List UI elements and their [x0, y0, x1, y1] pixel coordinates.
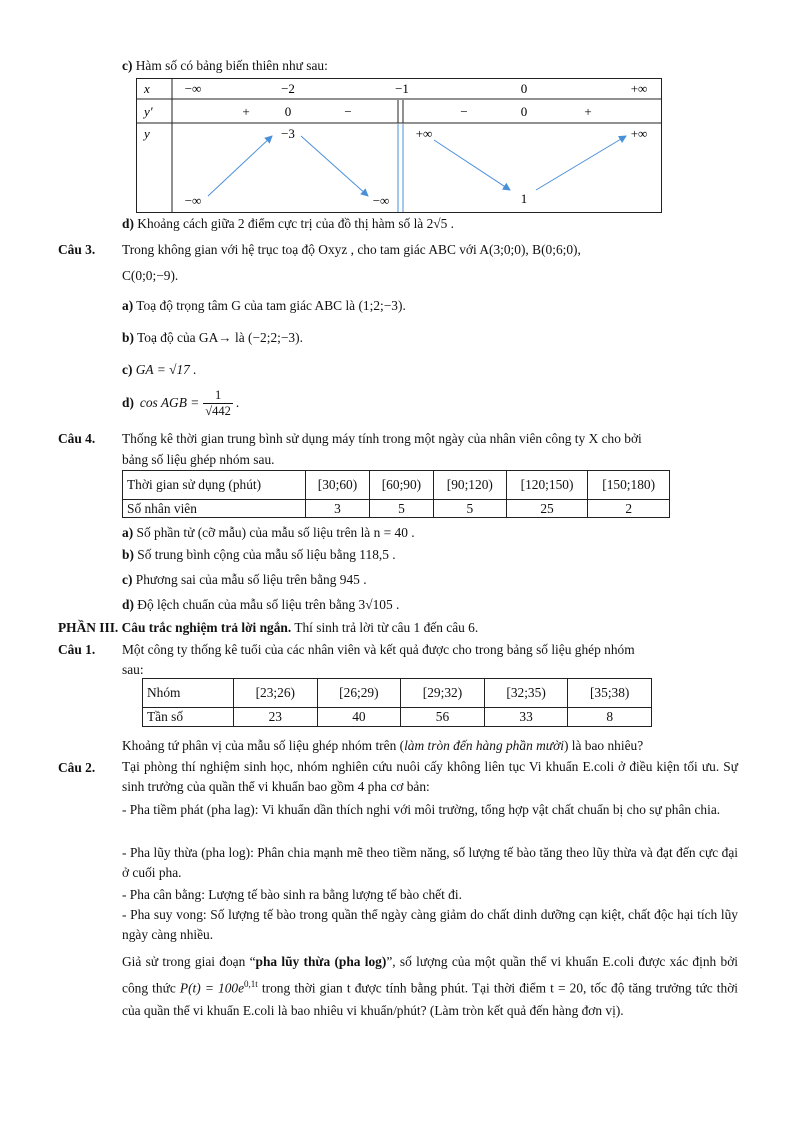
table-header-cell: [26;29) [317, 679, 401, 708]
cau2-paragraph-3: - Pha lũy thừa (pha log): Phân chia mạnh mẽ theo tiềm năng, số lượng tế bào tăng theo lũy thừa và đạt đến cực đại ở cuối pha. [122, 845, 738, 880]
p6-exponent: 0,1t [244, 979, 258, 989]
table-header-cell: [60;90) [369, 471, 433, 500]
arrow-increasing [536, 136, 626, 190]
table-header-cell: Nhóm [143, 679, 234, 708]
y-value: 1 [520, 191, 528, 206]
q2d-text: Khoảng cách giữa 2 điểm cực trị của đồ thị hàm số là 2√5 . [137, 216, 455, 231]
row-label-yprime: y′ [144, 104, 153, 119]
cau3-line2: C(0;0;−9). [122, 268, 179, 283]
sign-value: + [584, 104, 592, 119]
cau4-a-text: Số phần tử (cỡ mẫu) của mẫu số liệu trên là n = 40 . [136, 525, 415, 540]
part3-header [58, 620, 478, 636]
y-value: +∞ [415, 126, 433, 141]
x-value: −∞ [184, 81, 202, 96]
cau3-b-prefix: b) [122, 330, 134, 345]
arrow-decreasing [434, 140, 510, 190]
cau4-a [122, 525, 415, 541]
sign-value: + [242, 104, 250, 119]
sign-value: − [460, 104, 468, 119]
q2d-line [122, 216, 454, 232]
y-value: −∞ [372, 193, 390, 208]
q2c-line [122, 58, 328, 74]
cau1-label: Câu 1. [58, 642, 96, 657]
cau3-d-tail: . [235, 395, 240, 410]
sign-value: − [344, 104, 352, 119]
cau3-c-prefix: c) [122, 362, 133, 377]
table-cell: Tần số [143, 708, 234, 727]
row-label-x: x [144, 81, 150, 96]
table-cell: 23 [234, 708, 318, 727]
q2c-text: Hàm số có bảng biến thiên như sau: [135, 58, 328, 73]
fraction-denominator: √442 [205, 403, 231, 418]
cau3-a-prefix: a) [122, 298, 134, 313]
table-row [123, 471, 670, 500]
x-value: −1 [395, 81, 409, 96]
cau2-paragraph-6 [122, 950, 738, 1022]
cau2-paragraph-2: - Pha tiềm phát (pha lag): Vi khuẩn dần thích nghi với môi trường, tổng hợp vật chất chuẩn bị cho sự phân chia. [122, 802, 721, 817]
x-value: +∞ [630, 81, 648, 96]
cau4-a-prefix: a) [122, 525, 134, 540]
arrow-decreasing [301, 136, 368, 196]
cau4-c-prefix: c) [122, 572, 133, 587]
p6-pre: Giả sử trong giai đoạn “ [122, 954, 256, 969]
y-value: −∞ [184, 193, 202, 208]
table-cell: Số nhân viên [123, 500, 306, 518]
sign-value: 0 [284, 104, 292, 119]
p6-post: trong thời gian t được tính bằng phút. Tại thời điểm t = 20, tốc độ tăng trưởng tức thời của quần thể vi khuẩn E.coli là bao nhiêu vi khuẩn/phút? (Làm tròn kết quả đến hàng đơn vị). [122, 980, 738, 1019]
table-header-cell: [90;120) [433, 471, 506, 500]
cau4-d-prefix: d) [122, 597, 134, 612]
table-cell: 25 [506, 500, 588, 518]
table-header-cell: [35;38) [568, 679, 652, 708]
cau4-b [122, 547, 396, 563]
table-row [143, 679, 652, 708]
table-header-cell: [29;32) [401, 679, 485, 708]
cau4-label: Câu 4. [58, 431, 96, 446]
table-header-cell: [150;180) [588, 471, 670, 500]
cau3-d-fraction [203, 388, 233, 419]
cau1-question-pre: Khoảng tứ phân vị của mẫu số liệu ghép nhóm trên ( [122, 738, 405, 753]
usage-table [122, 470, 670, 518]
cau4-line1: Thống kê thời gian trung bình sử dụng máy tính trong một ngày của nhân viên công ty X cho bởi [122, 431, 642, 446]
table-header-cell: Thời gian sử dụng (phút) [123, 471, 306, 500]
sign-value: 0 [520, 104, 528, 119]
cau3-d [122, 384, 239, 422]
x-value: 0 [520, 81, 528, 96]
cau3-label: Câu 3. [58, 242, 96, 257]
cau3-line1: Trong không gian với hệ trục toạ độ Oxyz , cho tam giác ABC với A(3;0;0), B(0;6;0), [122, 242, 581, 257]
table-cell: 40 [317, 708, 401, 727]
q2d-prefix: d) [122, 216, 134, 231]
y-value: −3 [281, 126, 295, 141]
row-label-y: y [144, 126, 150, 141]
p6-mid: ”, số lượng của một quần thể vi khuẩn E.coli được xác định bởi công thức [122, 954, 739, 996]
cau4-line2: bảng số liệu ghép nhóm sau. [122, 452, 275, 467]
cau4-b-text: Số trung bình cộng của mẫu số liệu bằng 118,5 . [137, 547, 396, 562]
table-header-cell: [120;150) [506, 471, 588, 500]
cau4-b-prefix: b) [122, 547, 134, 562]
cau4-d [122, 597, 399, 613]
p6-formula: P(t) = 100e [179, 980, 245, 996]
table-cell: 2 [588, 500, 670, 518]
arrow-increasing [208, 136, 272, 196]
cau3-d-prefix: d) [122, 395, 134, 410]
table-header-cell: [23;26) [234, 679, 318, 708]
part3-heading: PHẦN III. Câu trắc nghiệm trả lời ngắn. [58, 620, 292, 635]
x-value: −2 [281, 81, 295, 96]
age-table [142, 678, 652, 727]
cau1-line2: sau: [122, 662, 144, 677]
cau3-c [122, 362, 197, 378]
cau2-label: Câu 2. [58, 760, 96, 775]
table-header-cell: [30;60) [306, 471, 370, 500]
table-cell: 33 [484, 708, 568, 727]
cau3-c-text: GA = √17 . [135, 362, 197, 377]
cau2-paragraph-1: Tại phòng thí nghiệm sinh học, nhóm nghiên cứu nuôi cấy không liên tục Vi khuẩn E.coli ở điều kiện tối ưu. Sự sinh trưởng của quần thể vi khuẩn bao gồm 4 pha cơ bản: [122, 759, 738, 794]
table-cell: 5 [433, 500, 506, 518]
cau2-paragraph-5: - Pha suy vong: Số lượng tế bào trong quần thể ngày càng giảm do chất dinh dưỡng cạn kiệt, chất độc hại tích lũy ngày càng nhiều. [122, 907, 738, 942]
cau4-c-text: Phương sai của mẫu số liệu trên bằng 945 . [135, 572, 367, 587]
cau1-question [122, 738, 643, 754]
cau4-d-text: Độ lệch chuẩn của mẫu số liệu trên bằng 3√105 . [137, 597, 400, 612]
cau3-b [122, 330, 303, 346]
table-header-cell: [32;35) [484, 679, 568, 708]
q2c-prefix: c) [122, 58, 133, 73]
fraction-numerator: 1 [214, 387, 222, 402]
cau3-d-lhs: cos AGB = [139, 395, 200, 410]
cau4-c [122, 572, 367, 588]
variation-table [136, 78, 662, 213]
table-row [143, 708, 652, 727]
table-row [123, 500, 670, 518]
table-cell: 8 [568, 708, 652, 727]
cau1-question-post: ) là bao nhiêu? [563, 738, 644, 753]
cau2-paragraph-4: - Pha cân bằng: Lượng tế bào sinh ra bằng lượng tế bào chết đi. [122, 887, 462, 902]
table-cell: 56 [401, 708, 485, 727]
table-cell: 3 [306, 500, 370, 518]
part3-subtitle: Thí sinh trả lời từ câu 1 đến câu 6. [294, 620, 479, 635]
table-cell: 5 [369, 500, 433, 518]
cau3-a-text: Toạ độ trọng tâm G của tam giác ABC là (1;2;−3). [136, 298, 406, 313]
cau1-question-italic: làm tròn đến hàng phần mười [404, 738, 564, 753]
cau1-line1: Một công ty thống kê tuổi của các nhân viên và kết quả được cho trong bảng số liệu ghép nhóm [122, 642, 635, 657]
cau3-b-text: Toạ độ của GA→ là (−2;2;−3). [137, 330, 303, 345]
p6-bold: pha lũy thừa (pha log) [255, 954, 387, 969]
y-value: +∞ [630, 126, 648, 141]
cau3-a [122, 298, 406, 314]
